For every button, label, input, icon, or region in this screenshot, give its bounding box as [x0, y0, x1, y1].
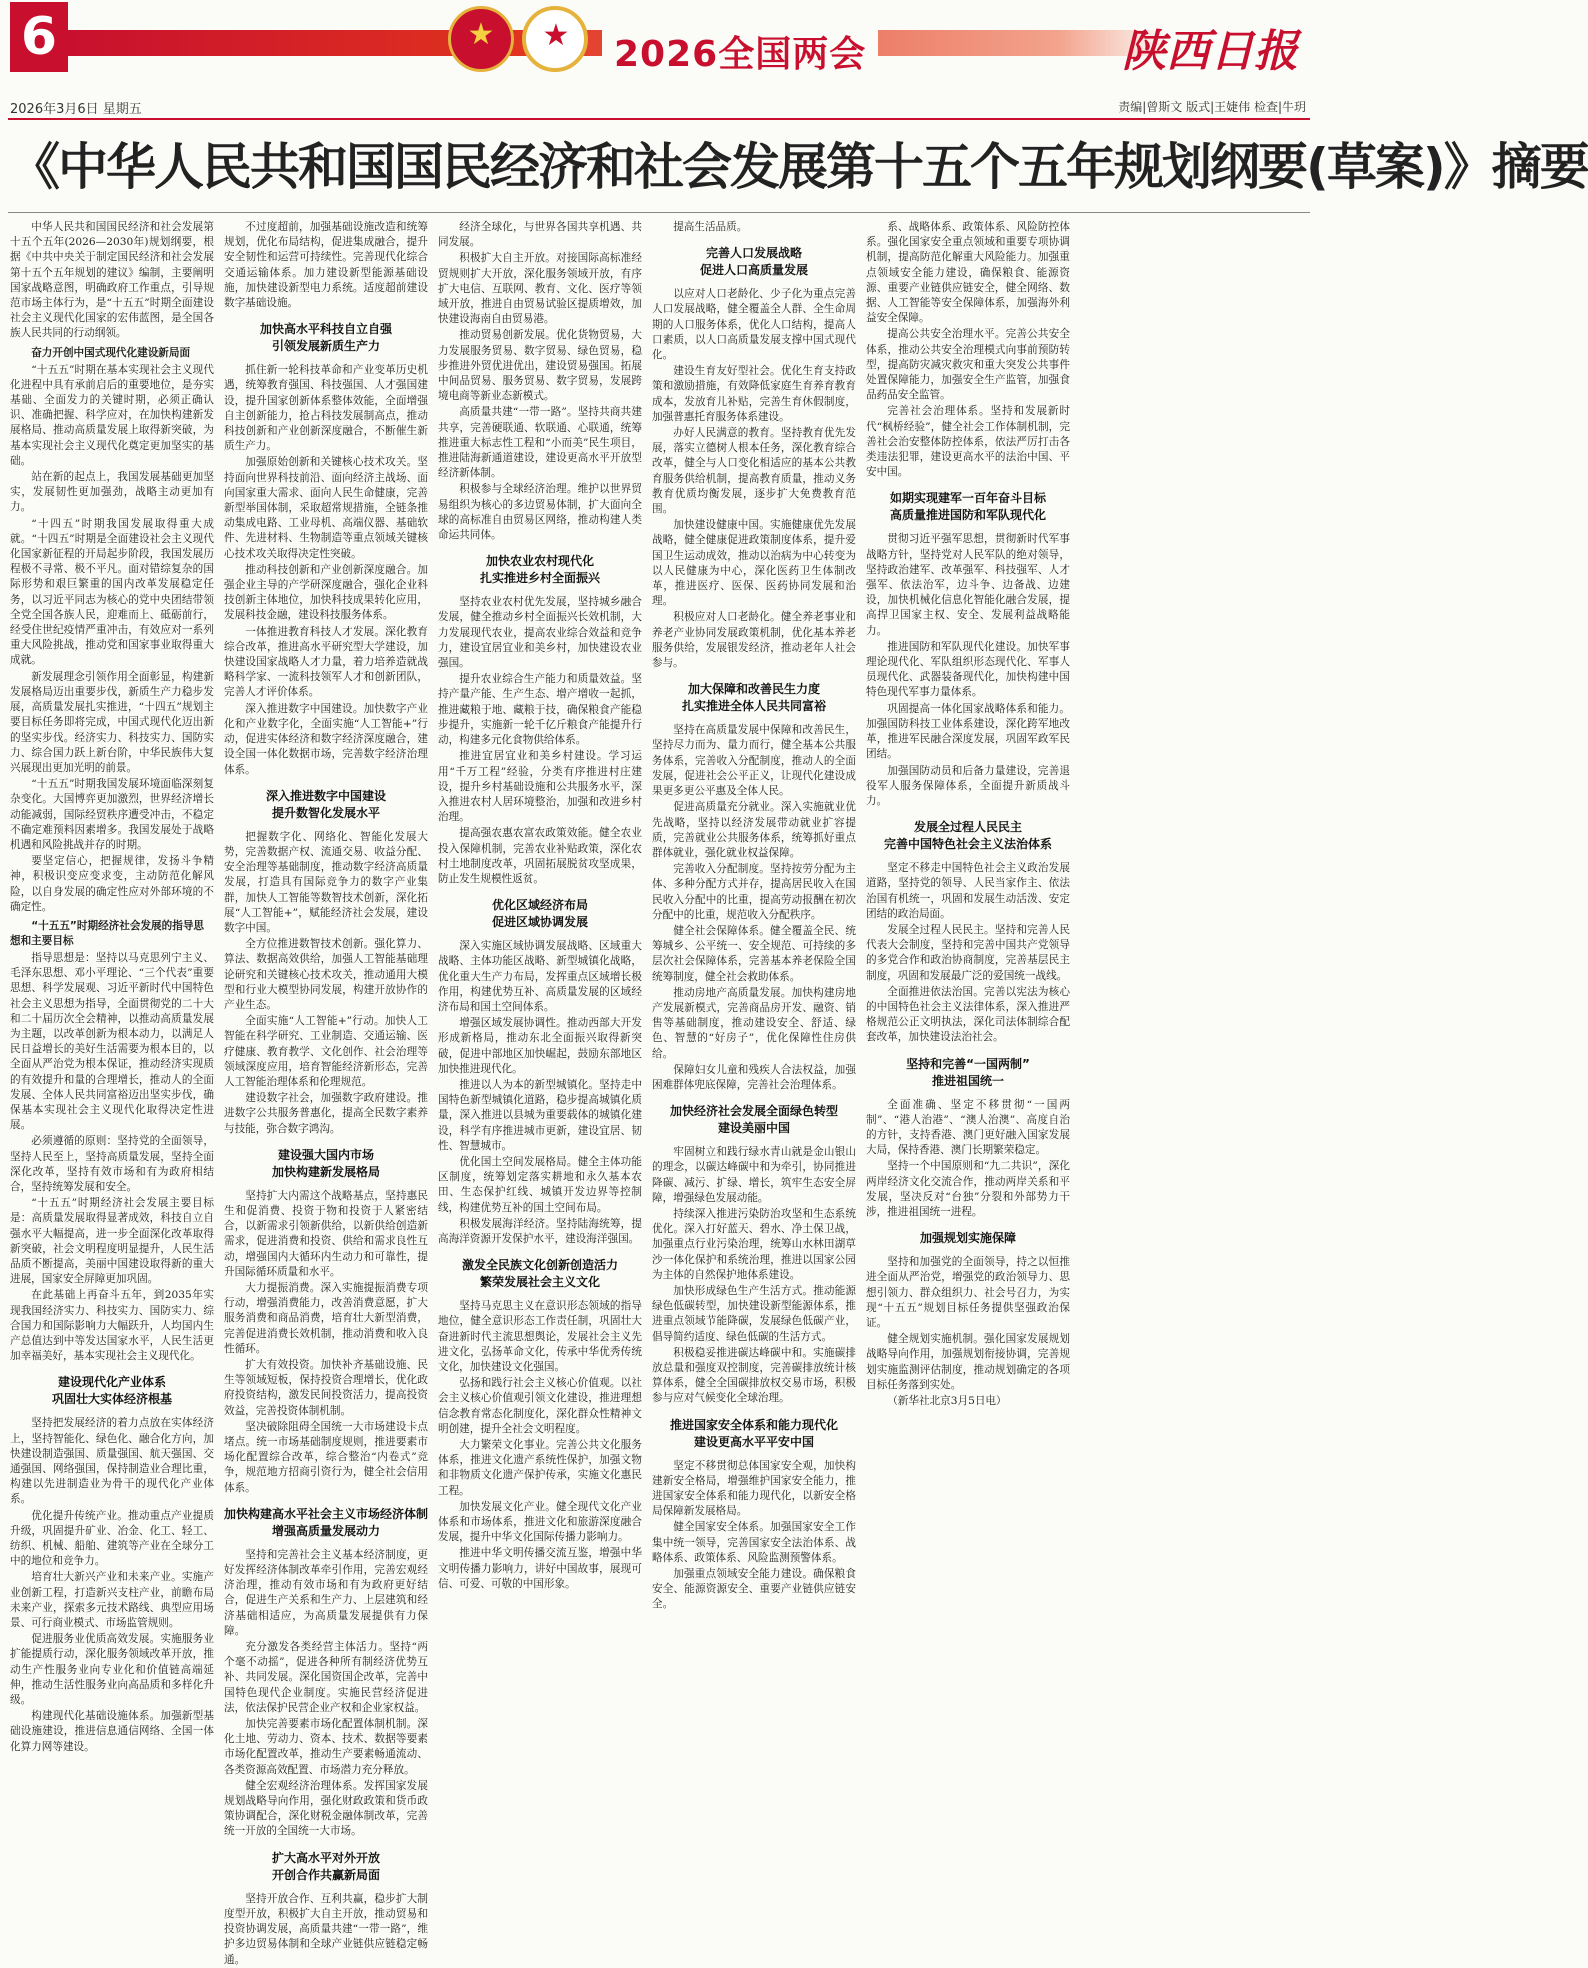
paragraph: 培育壮大新兴产业和未来产业。实施产业创新工程，打造新兴支柱产业，前瞻布局未来产业，探索多元技术路线、典型应用场景、可行商业模式、市场监管规则。: [10, 1571, 214, 1630]
section-heading: 加快高水平科技自立自强 引领发展新质生产力: [259, 322, 392, 354]
paragraph: 大力繁荣文化事业。完善公共文化服务体系，推进文化遗产系统性保护，加强文物和非物质文化遗产保护传承，实施文化惠民工程。: [438, 1439, 642, 1497]
paragraph: 办好人民满意的教育。坚持教育优先发展，落实立德树人根本任务，深化教育综合改革，健全与人口变化相适应的基本公共教育服务供给机制，提高教育质量，推动义务教育优质均衡发展，逐步扩大免费教育范围。: [652, 427, 856, 516]
paragraph: 大力提振消费。深入实施提振消费专项行动，增强消费能力，改善消费意愿，扩大服务消费和商品消费，培育壮大新型消费，完善促进消费长效机制，推动消费和收入良性循环。: [224, 1281, 428, 1355]
paragraph: 贯彻习近平强军思想，贯彻新时代军事战略方针，坚持党对人民军队的绝对领导，坚持政治建军、改革强军、科技强军、人才强军、依法治军，边斗争、边备战、边建设，加快机械化信息化智能化融合发展，提高捍卫国家主权、安全、发展利益战略能力。: [866, 533, 1070, 637]
section-heading: 扩大高水平对外开放 开创合作共赢新局面: [271, 1850, 380, 1882]
paragraph: 中华人民共和国国民经济和社会发展第十五个五年(2026—2030年)规划纲要，根据《中共中央关于制定国民经济和社会发展第十五个五年规划的建议》编制，主要阐明国家战略意图，明确政府工作重点，引导规范市场主体行为，是“十五五”时期全面建设社会主义现代化国家的宏伟蓝图，是全国各族人民共同的行动纲领。: [10, 221, 214, 340]
paragraph: 高质量共建“一带一路”。坚持共商共建共享，完善硬联通、软联通、心联通，统筹推进重大标志性工程和“小而美”民生项目，推进陆海新通道建设，建设更高水平开放型经济新体制。: [438, 406, 642, 480]
paragraph: 加强国防动员和后备力量建设，完善退役军人服务保障体系，全面提升新质战斗力。: [866, 764, 1070, 807]
article-column: [652, 220, 856, 1910]
masthead: [0, 0, 1318, 92]
paragraph: 积极稳妥推进碳达峰碳中和。实施碳排放总量和强度双控制度，完善碳排放统计核算体系，健全全国碳排放权交易市场，积极参与应对气候变化全球治理。: [652, 1346, 856, 1405]
paragraph: 推进以人为本的新型城镇化。坚持走中国特色新型城镇化道路，稳步提高城镇化质量，深入推进以县城为重要载体的城镇化建设，科学有序推进城市更新，建设宜居、韧性、智慧城市。: [438, 1078, 642, 1152]
paragraph: 新发展理念引领作用全面彰显，构建新发展格局迈出重要步伐，新质生产力稳步发展，高质量发展扎实推进，“十四五”规划主要目标任务即将完成，中国式现代化迈出新的坚实步伐。经济实力、科技实力、国防实力、综合国力跃上新台阶，中华民族伟大复兴展现出更加光明的前景。: [10, 670, 214, 774]
paragraph: 加强重点领域安全能力建设。确保粮食安全、能源资源安全、重要产业链供应链安全。: [652, 1568, 856, 1611]
paragraph: 坚定不移贯彻总体国家安全观，加快构建新安全格局，增强维护国家安全能力，推进国家安全体系和能力现代化，以新安全格局保障新发展格局。: [652, 1459, 856, 1518]
paragraph: 健全社会保障体系。健全覆盖全民、统筹城乡、公平统一、安全规范、可持续的多层次社会保障体系，完善基本养老保险全国统筹制度，健全社会救助体系。: [652, 924, 856, 983]
paragraph: 推动房地产高质量发展。加快构建房地产发展新模式，完善商品房开发、融资、销售等基础制度，推动建设安全、舒适、绿色、智慧的“好房子”，优化保障性住房供给。: [652, 986, 856, 1060]
article-column: [438, 220, 642, 1910]
section-heading: 加快经济社会发展全面绿色转型 建设美丽中国: [669, 1104, 838, 1136]
section-heading: 建设强大国内市场 加快构建新发展格局: [271, 1147, 380, 1179]
section-heading: 加大保障和改善民生力度 扎实推进全体人民共同富裕: [681, 682, 826, 714]
paragraph: 坚定不移走中国特色社会主义政治发展道路，坚持党的领导、人民当家作主、依法治国有机统一，巩固和发展生动活泼、安定团结的政治局面。: [866, 862, 1070, 920]
paragraph: 优化国土空间发展格局。健全主体功能区制度，统筹划定落实耕地和永久基本农田、生态保护红线、城镇开发边界等控制线，构建优势互补的国土空间布局。: [438, 1155, 642, 1214]
paragraph: 坚持和加强党的全面领导，持之以恒推进全面从严治党，增强党的政治领导力、思想引领力、群众组织力、社会号召力，为实现“十五五”规划目标任务提供坚强政治保证。: [866, 1256, 1070, 1329]
banner-title: 2026全国两会: [602, 30, 878, 80]
subsection-heading: “十五五”时期经济社会发展的指导思想和主要目标: [10, 919, 205, 947]
paragraph: 促进高质量充分就业。深入实施就业优先战略，坚持以经济发展带动就业扩容提质，完善就业公共服务体系，统筹抓好重点群体就业，强化就业权益保障。: [652, 801, 856, 859]
paragraph: 健全宏观经济治理体系。发挥国家发展规划战略导向作用，强化财政政策和货币政策协调配合，深化财税金融体制改革，完善统一开放的全国统一大市场。: [224, 1779, 428, 1838]
paragraph: 建设数字社会，加强数字政府建设。推进数字公共服务普惠化，提高全民数字素养与技能，弥合数字鸿沟。: [224, 1092, 428, 1135]
paragraph: 提高公共安全治理水平。完善公共安全体系，推动公共安全治理模式向事前预防转型，提高防灾减灾救灾和重大突发公共事件处置保障能力，加强安全生产监管，加强食品药品安全监管。: [866, 328, 1070, 402]
section-heading: 激发全民族文化创新创造活力 繁荣发展社会主义文化: [461, 1258, 618, 1290]
paragraph: 积极参与全球经济治理。维护以世界贸易组织为核心的多边贸易体制，扩大面向全球的高标准自由贸易区网络，推动构建人类命运共同体。: [438, 483, 642, 542]
paragraph: 坚决破除阻碍全国统一大市场建设卡点堵点。统一市场基础制度规则，推进要素市场化配置综合改革，综合整治“内卷式”竞争，规范地方招商引资行为，健全社会信用体系。: [224, 1420, 428, 1494]
paragraph: 健全国家安全体系。加强国家安全工作集中统一领导，完善国家安全法治体系、战略体系、政策体系、风险监测预警体系。: [652, 1521, 856, 1564]
section-heading: 如期实现建军一百年奋斗目标 高质量推进国防和军队现代化: [889, 491, 1046, 523]
paragraph: 经济全球化，与世界各国共享机遇、共同发展。: [438, 221, 642, 249]
paragraph: 系、战略体系、政策体系、风险防控体系。强化国家安全重点领域和重要专项协调机制，提高防范化解重大风险能力。加强重点领域安全能力建设，确保粮食、能源资源、重要产业链供应链安全，健全网络、数据、人工智能等安全保障体系，加强海外利益安全保障。: [866, 221, 1070, 325]
paragraph: 牢固树立和践行绿水青山就是金山银山的理念，以碳达峰碳中和为牵引，协同推进降碳、减污、扩绿、增长，筑牢生态安全屏障，增强绿色发展动能。: [652, 1146, 856, 1204]
paragraph: 积极扩大自主开放。对接国际高标准经贸规则扩大开放，深化服务领域开放，有序扩大电信、互联网、教育、文化、医疗等领域开放，推进自由贸易试验区提质增效，加快建设海南自由贸易港。: [438, 252, 642, 326]
paragraph: 坚持开放合作、互利共赢，稳步扩大制度型开放，积极扩大自主开放，推动贸易和投资协调发展，高质量共建“一带一路”，维护多边贸易体制和全球产业链供应链稳定畅通。: [224, 1892, 428, 1966]
paragraph: 推进中华文明传播交流互鉴，增强中华文明传播力影响力，讲好中国故事，展现可信、可爱、可敬的中国形象。: [438, 1547, 642, 1590]
section-heading: 完善人口发展战略 促进人口高质量发展: [699, 246, 808, 278]
header-rule: [8, 118, 1310, 120]
paragraph: （新华社北京3月5日电）: [887, 1395, 1007, 1407]
paragraph: 建设生育友好型社会。优化生育支持政策和激励措施，有效降低家庭生育养育教育成本，发放育儿补贴，完善生育休假制度，加强普惠托育服务体系建设。: [652, 365, 856, 423]
cppcc-emblem-icon: ★: [522, 6, 588, 72]
paragraph: 坚持农业农村优先发展，坚持城乡融合发展，健全推动乡村全面振兴长效机制，大力发展现代农业，提高农业综合效益和竞争力，建设宜居宜业和美乡村，加快建设农业强国。: [438, 596, 642, 670]
paragraph: 促进服务业优质高效发展。实施服务业扩能提质行动，深化服务领域改革开放，推动生产性服务业向专业化和价值链高端延伸，推动生活性服务业向高品质和多样化升级。: [10, 1633, 214, 1707]
paragraph: 一体推进教育科技人才发展。深化教育综合改革，推进高水平研究型大学建设，加快建设国家战略人才力量，着力培养造就战略科学家、一流科技领军人才和创新团队，完善人才评价体系。: [224, 625, 428, 699]
section-heading: 深入推进数字中国建设 提升数智化发展水平: [265, 788, 386, 820]
paragraph: 提升农业综合生产能力和质量效益。坚持产量产能、生产生态、增产增收一起抓，推进藏粮于地、藏粮于技，确保粮食产能稳步提升，实施新一轮千亿斤粮食产能提升行动，构建多元化食物供给体系。: [438, 673, 642, 747]
paragraph: 要坚定信心，把握规律，发扬斗争精神，积极识变应变求变，主动防范化解风险，以自身发展的确定性应对外部环境的不确定性。: [10, 855, 214, 913]
paragraph: 持续深入推进污染防治攻坚和生态系统优化。深入打好蓝天、碧水、净土保卫战，加强重点行业污染治理，统筹山水林田湖草沙一体化保护和系统治理，推进以国家公园为主体的自然保护地体系建设。: [652, 1207, 856, 1281]
paragraph: 必须遵循的原则：坚持党的全面领导，坚持人民至上，坚持高质量发展，坚持全面深化改革，坚持有效市场和有为政府相结合，坚持统筹发展和安全。: [10, 1135, 214, 1193]
paragraph: 指导思想是：坚持以马克思列宁主义、毛泽东思想、邓小平理论、“三个代表”重要思想、科学发展观、习近平新时代中国特色社会主义思想为指导，全面贯彻党的二十大和二十届历次全会精神，以推动高质量发展为主题，以改革创新为根本动力，以满足人民日益增长的美好生活需要为根本目的，以全面从严治党为根本保证，推动经济实现质的有效提升和量的合理增长，推动人的全面发展、全体人民共同富裕迈出坚实步伐，确保基本实现社会主义现代化取得决定性进展。: [10, 951, 214, 1132]
paragraph: 推进宜居宜业和美乡村建设。学习运用“千万工程”经验，分类有序推进村庄建设，提升乡村基础设施和公共服务水平，深入推进农村人居环境整治，加强和改进乡村治理。: [438, 750, 642, 824]
paragraph: 构建现代化基础设施体系。加强新型基础设施建设，推进信息通信网络、全国一体化算力网等建设。: [10, 1710, 214, 1753]
paragraph: 深入推进数字中国建设。加快数字产业化和产业数字化，全面实施“人工智能+”行动，促进实体经济和数字经济深度融合，建设全国一体化数据市场，完善数字经济治理体系。: [224, 702, 428, 776]
paragraph: 坚持在高质量发展中保障和改善民生，坚持尽力而为、量力而行，健全基本公共服务体系，完善收入分配制度，推动人的全面发展，促进社会公平正义，让现代化建设成果更多更公平惠及全体人民。: [652, 724, 856, 798]
section-heading: 推进国家安全体系和能力现代化 建设更高水平平安中国: [669, 1417, 838, 1449]
paragraph: 把握数字化、网络化、智能化发展大势，完善数据产权、流通交易、收益分配、安全治理等基础制度，推动数字经济高质量发展，打造具有国际竞争力的数字产业集群，加快人工智能等数智技术创新，深化拓展“人工智能+”，赋能经济社会发展，建设数字中国。: [224, 830, 428, 934]
paragraph: 加强原始创新和关键核心技术攻关。坚持面向世界科技前沿、面向经济主战场、面向国家重大需求、面向人民生命健康，完善新型举国体制，采取超常规措施，全链条推动集成电路、工业母机、高端仪器、基础软件、先进材料、生物制造等重点领域关键核心技术攻关取得决定性突破。: [224, 456, 428, 560]
paragraph: 坚持扩大内需这个战略基点，坚持惠民生和促消费、投资于物和投资于人紧密结合，以新需求引领新供给，以新供给创造新需求，促进消费和投资、供给和需求良性互动，增强国内大循环内生动力和可靠性，提升国际循环质量和水平。: [224, 1189, 428, 1278]
paragraph: 深入实施区域协调发展战略、区域重大战略、主体功能区战略、新型城镇化战略，优化重大生产力布局，发挥重点区域增长极作用，构建优势互补、高质量发展的区域经济布局和国土空间体系。: [438, 940, 642, 1013]
paragraph: 坚持马克思主义在意识形态领域的指导地位，健全意识形态工作责任制，巩固壮大奋进新时代主流思想舆论，发展社会主义先进文化，弘扬革命文化，传承中华优秀传统文化，加快建设文化强国。: [438, 1300, 642, 1373]
paragraph: 以应对人口老龄化、少子化为重点完善人口发展战略，健全覆盖全人群、全生命周期的人口服务体系，优化人口结构，提高人口素质，以人口高质量发展支撑中国式现代化。: [652, 288, 856, 362]
paragraph: 提高生活品质。: [673, 221, 748, 233]
newspaper-logo: 陕西日报: [1122, 26, 1298, 77]
paragraph: 加快建设健康中国。实施健康优先发展战略，健全健康促进政策制度体系，提升爱国卫生运动成效，推动以治病为中心转变为以人民健康为中心，深化医药卫生体制改革，推进医疗、医保、医药协同发展和治理。: [652, 519, 856, 608]
section-heading: 发展全过程人民民主 完善中国特色社会主义法治体系: [883, 820, 1052, 852]
paragraph: 健全规划实施机制。强化国家发展规划战略导向作用，加强规划衔接协调，完善规划实施监测评估制度，推动规划确定的各项目标任务落到实处。: [866, 1333, 1070, 1391]
paragraph: 加快形成绿色生产生活方式。推动能源绿色低碳转型，加快建设新型能源体系，推进重点领域节能降碳，发展绿色低碳产业，倡导简约适度、绿色低碳的生活方式。: [652, 1284, 856, 1343]
paragraph: 坚持把发展经济的着力点放在实体经济上，坚持智能化、绿色化、融合化方向，加快建设制造强国、质量强国、航天强国、交通强国、网络强国，保持制造业合理比重，构建以先进制造业为骨干的现代化产业体系。: [10, 1417, 214, 1506]
page-number: 6: [10, 2, 68, 72]
paragraph: 完善社会治理体系。坚持和发展新时代“枫桥经验”，健全社会工作体制机制，完善社会治安整体防控体系，依法严厉打击各类违法犯罪，建设更高水平的法治中国、平安中国。: [866, 405, 1070, 479]
paragraph: “十五五”时期经济社会发展主要目标是：高质量发展取得显著成效，科技自立自强水平大幅提高，进一步全面深化改革取得新突破，社会文明程度明显提升，人民生活品质不断提高，美丽中国建设取得新的重大进展，国家安全屏障更加巩固。: [10, 1197, 214, 1286]
paragraph: 坚持一个中国原则和“九二共识”，深化两岸经济文化交流合作，推动两岸关系和平发展，坚决反对“台独”分裂和外部势力干涉，推进祖国统一进程。: [866, 1160, 1070, 1218]
section-heading: 坚持和完善“一国两制” 推进祖国统一: [906, 1056, 1030, 1088]
article-column: [224, 220, 429, 1966]
article-column: [10, 220, 214, 1910]
paragraph: 提高强农惠农富农政策效能。健全农业投入保障机制，完善农业补贴政策，深化农村土地制度改革，巩固拓展脱贫攻坚成果，防止发生规模性返贫。: [438, 827, 642, 885]
paragraph: 巩固提高一体化国家战略体系和能力。加强国防科技工业体系建设，深化跨军地改革，推进军民融合深度发展，巩固军政军民团结。: [866, 702, 1070, 761]
section-heading: 加快构建高水平社会主义市场经济体制 增强高质量发展动力: [224, 1506, 429, 1538]
national-emblem-icon: ★: [448, 6, 514, 72]
paragraph: 充分激发各类经营主体活力。坚持“两个毫不动摇”，促进各种所有制经济优势互补、共同发展。深化国资国企改革，完善中国特色现代企业制度。实施民营经济促进法，依法保护民营企业产权和企业家权益。: [224, 1641, 428, 1714]
paragraph: 抓住新一轮科技革命和产业变革历史机遇，统筹教育强国、科技强国、人才强国建设，提升国家创新体系整体效能，全面增强自主创新能力，抢占科技发展制高点，推动科技创新和产业创新深度融合，不断催生新质生产力。: [224, 364, 428, 453]
paragraph: 推进国防和军队现代化建设。加快军事理论现代化、军队组织形态现代化、军事人员现代化、武器装备现代化，加快构建中国特色现代军事力量体系。: [866, 640, 1070, 699]
headline-rule: [8, 212, 1310, 213]
paragraph: “十四五”时期我国发展取得重大成就。“十四五”时期是全面建设社会主义现代化国家新征程的开局起步阶段，我国发展历程极不寻常、极不平凡。面对错综复杂的国际形势和艰巨繁重的国内改革发展稳定任务，以习近平同志为核心的党中央团结带领全党全国各族人民，迎难而上、砥砺前行，经受住世纪疫情严重冲击，有效应对一系列重大风险挑战，推动党和国家事业取得重大成就。: [10, 517, 214, 667]
paragraph: 站在新的起点上，我国发展基础更加坚实，发展韧性更加强劲，战略主动更加有力。: [10, 471, 214, 514]
article-column: [866, 220, 1070, 1910]
paragraph: 积极应对人口老龄化。健全养老事业和养老产业协同发展政策机制，优化基本养老服务供给，发展银发经济，推动老年人社会参与。: [652, 611, 856, 670]
paragraph: 优化提升传统产业。推动重点产业提质升级，巩固提升矿业、冶金、化工、轻工、纺织、机械、船舶、建筑等产业在全球分工中的地位和竞争力。: [10, 1509, 214, 1568]
paragraph: 坚持和完善社会主义基本经济制度，更好发挥经济体制改革牵引作用，完善宏观经济治理，推动有效市场和有为政府更好结合，促进生产关系和生产力、上层建筑和经济基础相适应，为高质量发展提供有力保障。: [224, 1548, 428, 1637]
paragraph: 弘扬和践行社会主义核心价值观。以社会主义核心价值观引领文化建设，推进理想信念教育常态化制度化，深化群众性精神文明创建，提升全社会文明程度。: [438, 1377, 642, 1435]
paragraph: 扩大有效投资。加快补齐基础设施、民生等领域短板，保持投资合理增长，优化政府投资结构，激发民间投资活力，提高投资效益，完善投资体制机制。: [224, 1359, 428, 1417]
paragraph: 推动贸易创新发展。优化货物贸易，大力发展服务贸易、数字贸易、绿色贸易，稳步推进外贸优进优出，建设贸易强国。拓展中间品贸易、服务贸易、数字贸易，发展跨境电商等新业态新模式。: [438, 329, 642, 403]
paragraph: 发展全过程人民民主。坚持和完善人民代表大会制度，坚持和完善中国共产党领导的多党合作和政治协商制度，完善基层民主制度，巩固和发展最广泛的爱国统一战线。: [866, 923, 1070, 982]
section-heading: 优化区域经济布局 促进区域协调发展: [491, 898, 588, 930]
article-body: [10, 220, 1310, 1966]
paragraph: 积极发展海洋经济。坚持陆海统筹，提高海洋资源开发保护水平，建设海洋强国。: [438, 1217, 642, 1245]
paragraph: 不过度超前，加强基础设施改造和统筹规划，优化布局结构，促进集成融合，提升安全韧性和运营可持续性。完善现代化综合交通运输体系。加力建设新型能源基础设施，加快建设新型电力系统。适度超前建设数字基础设施。: [224, 221, 428, 310]
section-heading: 加快农业农村现代化 扎实推进乡村全面振兴: [479, 554, 600, 586]
paragraph: 增强区域发展协调性。推动西部大开发形成新格局，推动东北全面振兴取得新突破，促进中部地区加快崛起，鼓励东部地区加快推进现代化。: [438, 1017, 642, 1075]
subsection-heading: 奋力开创中国式现代化建设新局面: [31, 346, 191, 359]
paragraph: 全方位推进数智技术创新。强化算力、算法、数据高效供给，加强人工智能基础理论研究和关键核心技术攻关，推动通用大模型和行业大模型协同发展，构建开放协作的产业生态。: [224, 938, 428, 1011]
editor-credits: 责编|曾斯文 版式|王婕伟 检查|牛玥: [1118, 100, 1306, 114]
paragraph: 在此基础上再奋斗五年，到2035年实现我国经济实力、科技实力、国防实力、综合国力和国际影响力大幅跃升，人均国内生产总值达到中等发达国家水平，人民生活更加幸福美好，基本实现社会主义现代化。: [10, 1289, 214, 1363]
paragraph: 加快完善要素市场化配置体制机制。深化土地、劳动力、资本、技术、数据等要素市场化配置改革，推动生产要素畅通流动、各类资源高效配置、市场潜力充分释放。: [224, 1718, 428, 1776]
paragraph: 全面推进依法治国。完善以宪法为核心的中国特色社会主义法律体系，深入推进严格规范公正文明执法，深化司法体制综合配套改革，加快建设法治社会。: [866, 985, 1070, 1044]
paragraph: “十五五”时期我国发展环境面临深刻复杂变化。大国博弈更加激烈，世界经济增长动能减弱，国际经贸秩序遭受冲击，不稳定不确定难预料因素增多。我国发展处于战略机遇和风险挑战并存的时期。: [10, 778, 214, 851]
paragraph: 保障妇女儿童和残疾人合法权益，加强困难群体兜底保障，完善社会治理体系。: [652, 1063, 856, 1091]
section-heading: 加强规划实施保障: [919, 1231, 1016, 1246]
paragraph: 推动科技创新和产业创新深度融合。加强企业主导的产学研深度融合，强化企业科技创新主体地位，加快科技成果转化应用，发展科技金融，建设科技服务体系。: [224, 563, 428, 622]
paragraph: 完善收入分配制度。坚持按劳分配为主体、多种分配方式并存，提高居民收入在国民收入分配中的比重，提高劳动报酬在初次分配中的比重，规范收入分配秩序。: [652, 863, 856, 921]
paragraph: 全面实施“人工智能+”行动。加快人工智能在科学研究、工业制造、交通运输、医疗健康、教育教学、文化创作、社会治理等领域深度应用，培育智能经济新形态，完善人工智能治理体系和伦理规范。: [224, 1015, 428, 1088]
dateline: 2026年3月6日 星期五: [10, 102, 142, 117]
paragraph: “十五五”时期在基本实现社会主义现代化进程中具有承前启后的重要地位，是夯实基础、全面发力的关键时期，必须正确认识、准确把握、科学应对，在加快构建新发展格局、推动高质量发展上取得新突破，为基本实现社会主义现代化奠定更加坚实的基础。: [10, 363, 214, 467]
section-heading: 建设现代化产业体系 巩固壮大实体经济根基: [51, 1375, 172, 1407]
paragraph: 加快发展文化产业。健全现代文化产业体系和市场体系，推进文化和旅游深度融合发展，提升中华文化国际传播力影响力。: [438, 1500, 642, 1544]
article-headline: 《中华人民共和国国民经济和社会发展第十五个五年规划纲要(草案)》摘要: [10, 138, 1588, 196]
paragraph: 全面准确、坚定不移贯彻“一国两制”、“港人治港”、“澳人治澳”、高度自治的方针，支持香港、澳门更好融入国家发展大局，保持香港、澳门长期繁荣稳定。: [866, 1098, 1070, 1157]
